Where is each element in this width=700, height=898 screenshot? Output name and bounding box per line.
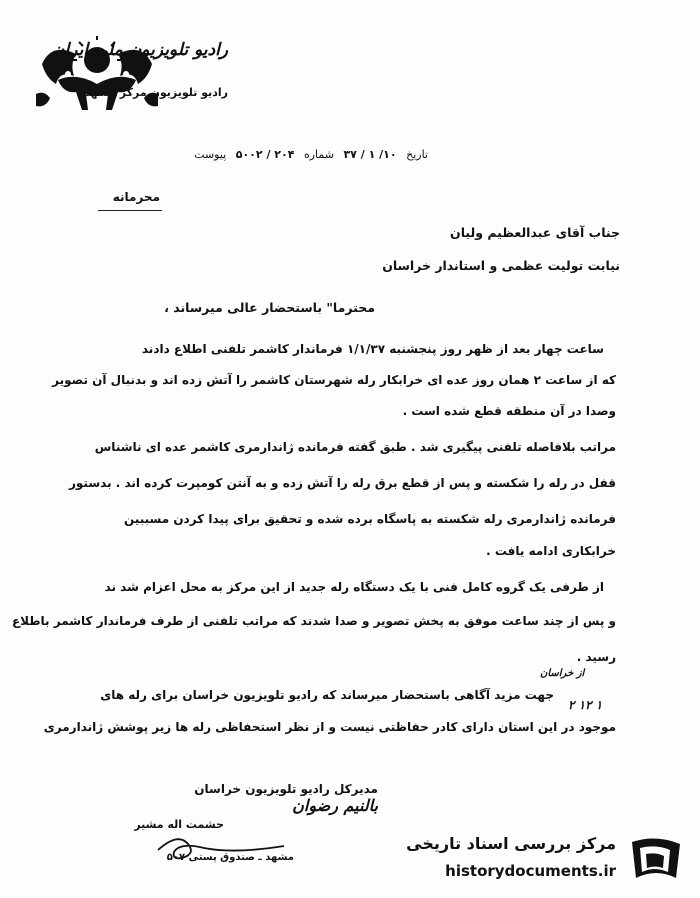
archive-watermark [406, 832, 690, 888]
body-line: فرمانده ژاندارمری رله شکسته به پاسگاه برده شده و تحقیق برای پیدا کردن مسببین [124, 512, 616, 526]
body-line: قفل در رله را شکسته و پس از قطع برق رله را آتش زده و به آنتن کومپرت کرده اند . بدستور [69, 476, 616, 490]
body-line: و پس از چند ساعت موفق به پخش تصویر و صدا شدند که مراتب تلفنی از طرف فرماندار کاشمر باطلاع [11, 614, 616, 628]
body-line: موجود در این استان دارای کادر حفاظتی نیست و از نظر استحفاظی رله ها زیر پوشش ژاندارمری [43, 720, 616, 734]
body-line: خرابکاری ادامه یافت . [486, 544, 616, 558]
handwritten-margin-mark: ۲ ۱۲ ۱ [568, 698, 603, 712]
body-line: از طرفی یک گروه کامل فنی با یک دستگاه رله جدید از این مرکز به محل اعزام شد ند [104, 580, 604, 594]
signer-title: مدیرکل رادیو تلویزیون خراسان [194, 782, 378, 796]
classification-label: محرمانه [112, 190, 160, 204]
body-line: رسید . [576, 650, 616, 664]
watermark-url: historydocuments.ir [445, 862, 616, 880]
date-value: ۱۰/ ۱ / ۳۷ [343, 148, 397, 161]
number-value: ۲۰۴ / ۵۰۰۲ [235, 148, 295, 161]
salutation: محترما" باستحضار عالی میرساند ، [164, 300, 375, 315]
reference-row [188, 148, 428, 161]
number-label: شماره [303, 148, 334, 161]
body-line: که از ساعت ۲ همان روز عده ای خرابکار رله شهرستان کاشمر را آتش زده اند و بدنبال آن تصویر [52, 373, 616, 387]
recipient-line-2: نیابت تولیت عظمی و استاندار خراسان [382, 258, 620, 273]
date-label: تاریخ [406, 148, 428, 161]
body-line: وصدا در آن منطقه قطع شده است . [402, 404, 616, 418]
postal-address: مشهد ـ صندوق پستی ۵۰۷ [166, 852, 294, 863]
classification-underline [98, 210, 162, 211]
body-line: مراتب بلافاصله تلفنی پیگیری شد . طبق گفته فرمانده ژاندارمری کاشمر عده ای ناشناس [94, 440, 616, 454]
recipient-line-1: جناب آقای عبدالعظیم ولیان [450, 225, 620, 240]
archive-logo-icon [626, 834, 686, 886]
branch-name: رادیو تلویزیون مرکز مشهد [84, 86, 228, 99]
body-line: ساعت چهار بعد از ظهر روز پنجشنبه ۱/۱/۳۷ فرماندار کاشمر تلفنی اطلاع دادند [141, 342, 604, 356]
handwritten-annotation: از خراسان [540, 668, 585, 679]
handwritten-signature: بالنیم رضوان [292, 796, 378, 815]
watermark-title: مرکز بررسی اسناد تاریخی [406, 834, 616, 853]
organization-name: رادیو تلویزیون ملی ایران [52, 40, 228, 60]
attachment-label: پیوست [194, 148, 227, 161]
body-line: جهت مزید آگاهی باستحضار میرساند که رادیو تلویزیون خراسان برای رله های [100, 688, 554, 702]
signer-name: حشمت اله مشیر [134, 818, 224, 831]
